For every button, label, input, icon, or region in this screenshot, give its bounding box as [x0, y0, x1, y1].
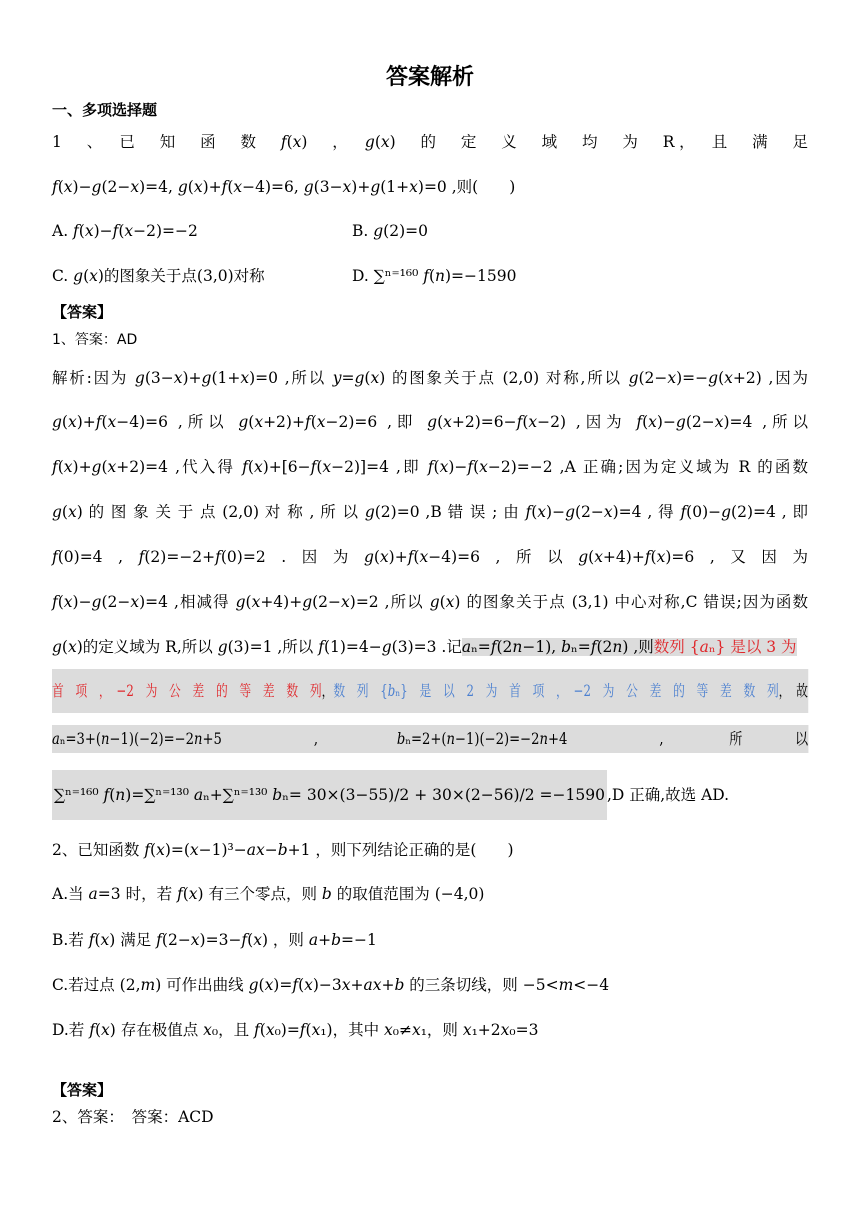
sequence-definition: 𝑎ₙ=𝑓(2𝑛−1), 𝑏ₙ=𝑓(2𝑛) ,则: [461, 638, 654, 656]
line7-highlight: [462, 638, 797, 656]
q2-answer-line: 2、答案： 答案：ACD: [52, 1108, 214, 1126]
line8-red-text: 首 项 ， −2 为 公 差 的 等 差 数 列: [52, 682, 322, 700]
line8-sep: ，: [321, 682, 334, 700]
q1-option-c: C. 𝑔(𝑥)的图象关于点(3,0)对称: [52, 267, 265, 285]
section-heading: 一、多项选择题: [52, 101, 158, 119]
q1-analysis-line9: 𝑎ₙ=3+(𝑛−1)(−2)=−2𝑛+5 , 𝑏ₙ=2+(𝑛−1)(−2)=−2𝑛+4 , 所 以: [52, 725, 808, 753]
line8-end: ， 故: [778, 682, 809, 700]
sum-formula: ∑ⁿ⁼¹⁶⁰ 𝑓(𝑛)=∑ⁿ⁼¹³⁰ 𝑎ₙ+∑ⁿ⁼¹³⁰ 𝑏ₙ= 30×(3−55)/2 + 30×(2−56)/2 =−1590: [52, 770, 607, 820]
q2-option-d: D.若 𝑓(𝑥) 存在极值点 𝑥₀，且 𝑓(𝑥₀)=𝑓(𝑥₁)，其中 𝑥₀≠𝑥₁，则 𝑥₁+2𝑥₀=3: [52, 1021, 539, 1039]
q1-analysis-line5: 𝑓(0)=4 , 𝑓(2)=−2+𝑓(0)=2 . 因 为 𝑔(𝑥)+𝑓(𝑥−4)=6 , 所 以 𝑔(𝑥+4)+𝑓(𝑥)=6 , 又 因 为: [52, 548, 808, 566]
q1-analysis-line10: [52, 770, 808, 820]
q1-analysis-line1: 解析:因为 𝑔(3−𝑥)+𝑔(1+𝑥)=0 ,所以 𝑦=𝑔(𝑥) 的图象关于点 (2,0) 对称,所以 𝑔(2−𝑥)=−𝑔(𝑥+2) ,因为: [52, 369, 808, 387]
q2-answer-tag: 【答案】: [52, 1081, 113, 1099]
page-title: 答案解析: [385, 65, 474, 90]
q1-answer-tag: 【答案】: [52, 303, 113, 321]
line10-end: ,D 正确,故选 AD.: [606, 786, 730, 804]
q2-option-b: B.若 𝑓(𝑥) 满足 𝑓(2−𝑥)=3−𝑓(𝑥) ，则 𝑎+𝑏=−1: [52, 931, 377, 949]
q1-options-row2: [52, 264, 808, 288]
q1-options-row1: [52, 219, 808, 243]
q1-analysis-line6: 𝑓(𝑥)−𝑔(2−𝑥)=4 ,相减得 𝑔(𝑥+4)+𝑔(2−𝑥)=2 ,所以 𝑔(𝑥) 的图象关于点 (3,1) 中心对称,C 错误;因为函数: [52, 593, 808, 611]
q2-option-a: A.当 𝑎=3 时，若 𝑓(𝑥) 有三个零点，则 𝑏 的取值范围为 (−4,0): [52, 885, 485, 903]
q1-stem-line1: 1 、 已 知 函 数 𝑓(𝑥) ， 𝑔(𝑥) 的 定 义 域 均 为 R， 且 满 足: [52, 133, 808, 151]
q1-analysis-line8: [52, 669, 808, 713]
line7-text: 𝑔(𝑥)的定义域为 R,所以 𝑔(3)=1 ,所以 𝑓(1)=4−𝑔(3)=3 .记: [52, 638, 462, 656]
q1-analysis-line2: 𝑔(𝑥)+𝑓(𝑥−4)=6 ,所以 𝑔(𝑥+2)+𝑓(𝑥−2)=6 ,即 𝑔(𝑥+2)=6−𝑓(𝑥−2) ,因为 𝑓(𝑥)−𝑔(2−𝑥)=4 ,所以: [52, 413, 808, 431]
q1-analysis-line4: 𝑔(𝑥) 的 图 象 关 于 点 (2,0) 对 称 , 所 以 𝑔(2)=0 ,B 错 误 ; 由 𝑓(𝑥)−𝑔(2−𝑥)=4 , 得 𝑓(0)−𝑔(2)=4 , 即: [52, 503, 808, 521]
line8-blue-text: 数 列 {𝑏ₙ} 是 以 2 为 首 项 ， −2 为 公 差 的 等 差 数 列: [333, 682, 779, 700]
q1-option-d: D. ∑ⁿ⁼¹⁶⁰ 𝑓(𝑛)=−1590: [352, 267, 517, 285]
q2-option-c: C.若过点 (2,𝑚) 可作出曲线 𝑔(𝑥)=𝑓(𝑥)−3𝑥+𝑎𝑥+𝑏 的三条切线，则 −5<𝑚<−4: [52, 976, 610, 994]
q1-option-a: A. 𝑓(𝑥)−𝑓(𝑥−2)=−2: [52, 222, 198, 240]
q2-stem: 2、已知函数 𝑓(𝑥)=(𝑥−1)³−𝑎𝑥−𝑏+1 ，则下列结论正确的是( ): [52, 841, 514, 859]
q1-answer-line: 1、答案：AD: [52, 332, 138, 348]
q1-analysis-line3: 𝑓(𝑥)+𝑔(𝑥+2)=4 ,代入得 𝑓(𝑥)+[6−𝑓(𝑥−2)]=4 ,即 𝑓(𝑥)−𝑓(𝑥−2)=−2 ,A 正确;因为定义域为 R 的函数: [52, 458, 808, 476]
q1-option-b: B. 𝑔(2)=0: [352, 222, 428, 240]
q1-stem-line2: 𝑓(𝑥)−𝑔(2−𝑥)=4, 𝑔(𝑥)+𝑓(𝑥−4)=6, 𝑔(3−𝑥)+𝑔(1+𝑥)=0 ,则( ): [52, 178, 516, 196]
line7-red-text: 数列 {𝑎ₙ} 是以 3 为: [653, 638, 797, 656]
q1-analysis-line7: [52, 635, 808, 659]
